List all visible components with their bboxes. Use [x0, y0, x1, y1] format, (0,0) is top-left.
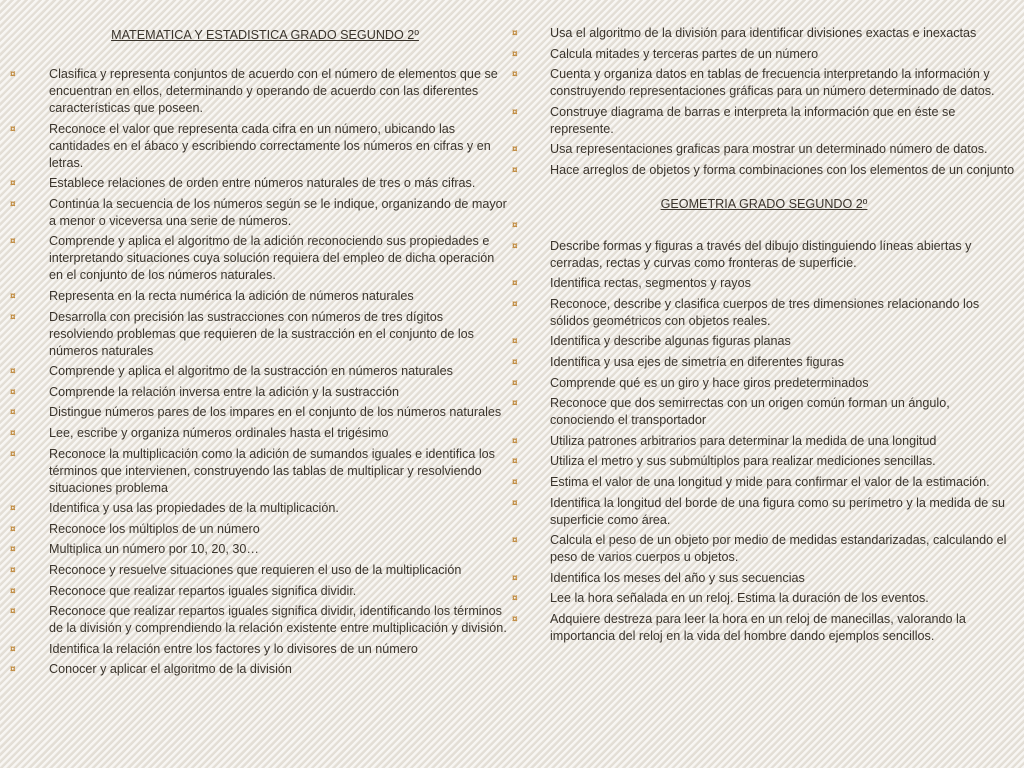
math-objectives-continued-list: [512, 0, 1016, 179]
list-item-text: Comprende y aplica el algoritmo de la sustracción en números naturales: [49, 364, 453, 379]
list-item-text: Lee, escribe y organiza números ordinales hasta el trigésimo: [49, 425, 389, 440]
list-item-text: Calcula el peso de un objeto por medio de medidas estandarizadas, calculando el peso de varios cuerpos u objetos.: [550, 533, 1007, 565]
list-item: [10, 641, 510, 658]
list-item-text: Utiliza el metro y sus submúltiplos para realizar mediciones sencillas.: [550, 454, 936, 469]
bullet-icon: ¤: [10, 123, 16, 135]
bullet-icon: ¤: [10, 366, 16, 378]
list-item: [10, 121, 510, 172]
bullet-icon: ¤: [10, 544, 16, 556]
bullet-icon: ¤: [512, 377, 518, 389]
bullet-icon: ¤: [10, 311, 16, 323]
list-item-text: Identifica los meses del año y sus secuencias: [550, 570, 805, 585]
bullet-icon: ¤: [10, 606, 16, 618]
bullet-icon: ¤: [10, 664, 16, 676]
list-item: [10, 175, 510, 192]
list-item: [512, 375, 1016, 392]
list-item: [512, 395, 1016, 429]
list-item: [512, 66, 1016, 100]
list-item-text: Desarrolla con precisión las sustracciones con números de tres dígitos resolviendo problemas que requieren de la sustracción en el conjunto de los números naturales: [49, 309, 474, 358]
geometry-heading: GEOMETRIA GRADO SEGUNDO 2º: [660, 196, 868, 211]
list-item: [512, 141, 1016, 158]
list-item-text: Identifica y usa las propiedades de la multiplicación.: [49, 501, 339, 516]
list-item: [10, 603, 510, 637]
list-item-text: Adquiere destreza para leer la hora en un reloj de manecillas, valorando la importancia del reloj en la vida del hombre dando ejemplos sencillos.: [550, 611, 966, 643]
bullet-icon: ¤: [512, 456, 518, 468]
bullet-icon: ¤: [512, 278, 518, 290]
list-item: [512, 296, 1016, 330]
list-item: [10, 500, 510, 517]
math-heading: MATEMATICA Y ESTADISTICA GRADO SEGUNDO 2º: [111, 28, 419, 42]
list-item: [10, 363, 510, 380]
list-item-text: Estima el valor de una longitud y mide para confirmar el valor de la estimación.: [550, 474, 990, 489]
list-item: [512, 162, 1016, 179]
list-item-text: Comprende y aplica el algoritmo de la adición reconociendo sus propiedades e interpretando situaciones cuya solución requiera del empleo de dicha operación en el conjunto de los números naturales.: [49, 234, 495, 283]
list-item: [10, 583, 510, 600]
list-item-text: Usa el algoritmo de la división para identificar divisiones exactas e inexactas: [550, 26, 977, 40]
bullet-icon: ¤: [512, 572, 518, 584]
bullet-icon: ¤: [512, 435, 518, 447]
list-item-text: Distingue números pares de los impares en el conjunto de los números naturales: [49, 405, 502, 420]
list-item: [512, 46, 1016, 63]
list-item: [10, 404, 510, 421]
list-item: [512, 238, 1016, 272]
list-item: [10, 288, 510, 305]
bullet-icon: ¤: [512, 497, 518, 509]
bullet-icon: ¤: [512, 535, 518, 547]
geometry-objectives-list: [512, 217, 1016, 645]
list-item-text: Comprende la relación inversa entre la adición y la sustracción: [49, 384, 400, 399]
right-column: [512, 0, 1016, 648]
bullet-icon: ¤: [512, 69, 518, 81]
list-item: [10, 562, 510, 579]
list-item: [512, 433, 1016, 450]
list-item: [512, 474, 1016, 491]
bullet-icon: ¤: [512, 476, 518, 488]
left-column: [10, 0, 510, 682]
list-item: [512, 590, 1016, 607]
list-item: [10, 521, 510, 538]
bullet-icon: ¤: [10, 236, 16, 248]
bullet-icon: ¤: [512, 48, 518, 60]
list-item: [512, 104, 1016, 138]
bullet-icon: ¤: [512, 106, 518, 118]
list-item-text: Calcula mitades y terceras partes de un número: [550, 46, 819, 61]
list-item: [10, 446, 510, 497]
list-item-text: Construye diagrama de barras e interpreta la información que en éste se represente.: [550, 104, 956, 136]
list-item-text: Establece relaciones de orden entre números naturales de tres o más cifras.: [49, 176, 476, 191]
list-item: [512, 25, 1016, 42]
list-item: [10, 196, 510, 230]
list-item-text: Reconoce la multiplicación como la adición de sumandos iguales e identifica los términos que intervienen, construyendo las tablas de multiplicar y resolviendo situaciones problema: [49, 446, 495, 495]
bullet-icon: ¤: [10, 69, 16, 80]
list-item: [512, 611, 1016, 645]
list-item-text: Identifica la relación entre los factores y lo divisores de un número: [49, 641, 418, 656]
list-item-text: Lee la hora señalada en un reloj. Estima la duración de los eventos.: [550, 591, 929, 606]
bullet-icon: ¤: [10, 407, 16, 419]
list-item: [10, 661, 510, 678]
bullet-icon: ¤: [10, 386, 16, 398]
math-objectives-list: [10, 66, 510, 678]
bullet-icon: ¤: [512, 613, 518, 625]
list-item: [512, 275, 1016, 292]
list-item-text: Utiliza patrones arbitrarios para determinar la medida de una longitud: [550, 433, 937, 448]
bullet-icon: ¤: [512, 593, 518, 605]
bullet-icon: ¤: [512, 298, 518, 310]
list-item-text: Reconoce el valor que representa cada cifra en un número, ubicando las cantidades en el ábaco y escribiendo correctamente los números en cifras y en letras.: [49, 121, 491, 170]
bullet-icon: ¤: [10, 290, 16, 302]
list-item: [512, 495, 1016, 529]
list-item: [512, 333, 1016, 350]
list-item-text: Comprende qué es un giro y hace giros predeterminados: [550, 375, 869, 390]
list-item-text: Reconoce y resuelve situaciones que requieren el uso de la multiplicación: [49, 562, 462, 577]
list-item-text: Reconoce los múltiplos de un número: [49, 521, 260, 536]
list-item-text: Multiplica un número por 10, 20, 30…: [49, 542, 260, 557]
list-item: [10, 66, 510, 117]
bullet-icon: ¤: [512, 219, 518, 231]
bullet-icon: ¤: [10, 523, 16, 535]
bullet-icon: ¤: [10, 178, 16, 190]
list-item: [512, 453, 1016, 470]
bullet-icon: ¤: [10, 198, 16, 210]
list-item-text: Describe formas y figuras a través del dibujo distinguiendo líneas abiertas y cerradas, rectas y curvas como fronteras de superficie.: [550, 238, 972, 270]
list-item: [10, 384, 510, 401]
list-item-text: Identifica y usa ejes de simetría en diferentes figuras: [550, 354, 845, 369]
list-item-text: Reconoce que realizar repartos iguales significa dividir, identificando los términos de la división y comprendiendo la relación existente entre multiplicación y división.: [49, 604, 507, 636]
list-item: [512, 532, 1016, 566]
list-item-text: Reconoce que realizar repartos iguales significa dividir.: [49, 583, 357, 598]
bullet-icon: ¤: [10, 427, 16, 439]
list-item: [512, 217, 1016, 234]
bullet-icon: ¤: [512, 28, 518, 39]
list-item: [10, 541, 510, 558]
list-item-text: Representa en la recta numérica la adición de números naturales: [49, 288, 414, 303]
bullet-icon: ¤: [512, 356, 518, 368]
list-item-text: Clasifica y representa conjuntos de acuerdo con el número de elementos que se encuentran en ellos, determinando y operando de acuerdo con las diferentes características que poseen.: [49, 67, 498, 115]
list-item-text: Usa representaciones graficas para mostrar un determinado número de datos.: [550, 142, 988, 157]
list-item: [10, 309, 510, 360]
list-item-text: Conocer y aplicar el algoritmo de la división: [49, 662, 292, 677]
bullet-icon: ¤: [512, 144, 518, 156]
bullet-icon: ¤: [10, 585, 16, 597]
list-item-text: Identifica y describe algunas figuras planas: [550, 334, 791, 349]
bullet-icon: ¤: [10, 503, 16, 515]
bullet-icon: ¤: [512, 240, 518, 252]
list-item-text: Reconoce, describe y clasifica cuerpos de tres dimensiones relacionando los sólidos geométricos con objetos reales.: [550, 296, 980, 328]
bullet-icon: ¤: [512, 164, 518, 176]
bullet-icon: ¤: [10, 564, 16, 576]
list-item: [10, 233, 510, 284]
bullet-icon: ¤: [10, 448, 16, 460]
list-item-text: Identifica rectas, segmentos y rayos: [550, 276, 751, 291]
list-item-text: Identifica la longitud del borde de una figura como su perímetro y la medida de su superficie como área.: [550, 495, 1006, 527]
list-item-text: Reconoce que dos semirrectas con un origen común forman un ángulo, conociendo el transportador: [550, 396, 950, 428]
list-item-text: Continúa la secuencia de los números según se le indique, organizando de mayor a menor o viceversa una serie de números.: [49, 196, 507, 228]
list-item: [512, 354, 1016, 371]
list-item: [10, 425, 510, 442]
bullet-icon: ¤: [512, 398, 518, 410]
list-item: [512, 570, 1016, 587]
bullet-icon: ¤: [10, 643, 16, 655]
list-item-text: Cuenta y organiza datos en tablas de frecuencia interpretando la información y construyendo representaciones gráficas para un número determinado de datos.: [550, 67, 995, 99]
bullet-icon: ¤: [512, 336, 518, 348]
list-item-text: Hace arreglos de objetos y forma combinaciones con los elementos de un conjunto: [550, 162, 1015, 177]
